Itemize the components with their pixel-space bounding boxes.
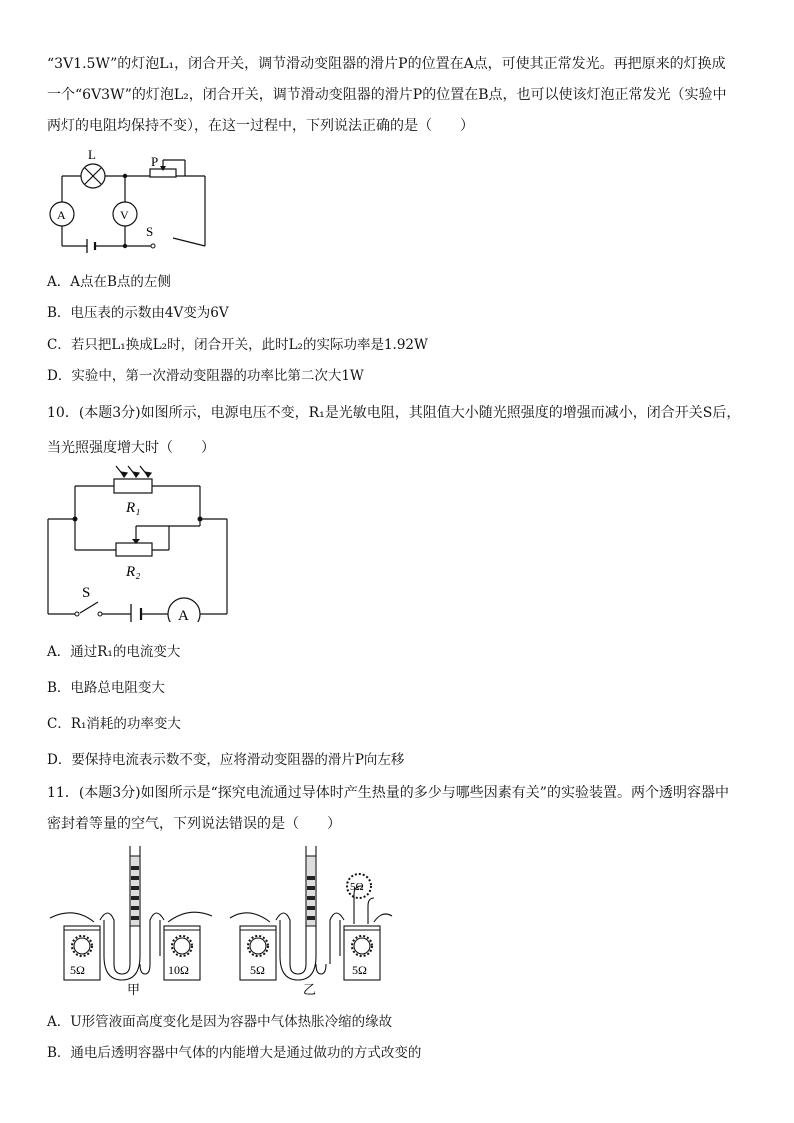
voltmeter-label: V <box>120 208 129 222</box>
yi-top-resistor-label: 5Ω <box>350 881 364 893</box>
jia-right-resistor-label: 10Ω <box>168 963 189 977</box>
q9-stem-line-2: 一个“6V3W”的灯泡L₂，闭合开关，调节滑动变阻器的滑片P的位置在B点，也可以使该灯泡正常发光（实验中 <box>47 87 727 103</box>
r2-label: R₂ <box>126 564 141 580</box>
q10-option-d: D．要保持电流表示数不变，应将滑动变阻器的滑片P向左移 <box>47 752 405 768</box>
r1-label: R₁ <box>126 500 141 516</box>
battery-symbol <box>131 604 141 622</box>
q9-stem-line-3: 两灯的电阻均保持不变），在这一过程中，下列说法正确的是（ ） <box>47 118 474 134</box>
q9-circuit-diagram <box>40 146 215 254</box>
photoresistor-symbol <box>114 479 152 493</box>
q10-stem-line-1: 10．(本题3分)如图所示，电源电压不变，R₁是光敏电阻，其阻值大小随光照强度的增强而减小，闭合开关S后， <box>47 405 741 421</box>
jia-left-resistor-label: 5Ω <box>70 963 85 977</box>
switch-label: S <box>146 224 154 239</box>
q9-option-a: A．A点在B点的左侧 <box>47 274 171 290</box>
q10-option-c: C．R₁消耗的功率变大 <box>47 716 181 732</box>
lamp-label: L <box>88 147 96 162</box>
rheostat-r2-symbol <box>116 543 152 556</box>
yi-caption: 乙 <box>303 983 317 998</box>
q11-option-a: A．U形管液面高度变化是因为容器中气体热胀冷缩的缘故 <box>47 1014 393 1030</box>
switch-label: S <box>82 585 91 601</box>
q11-apparatus-figure <box>44 846 396 998</box>
lamp-symbol <box>81 164 105 188</box>
q9-option-d: D．实验中，第一次滑动变阻器的功率比第二次大1W <box>47 368 364 384</box>
q11-stem-line-2: 密封着等量的空气，下列说法错误的是（ ） <box>47 816 341 832</box>
q10-option-a: A．通过R₁的电流变大 <box>47 644 181 660</box>
slider-label: P <box>151 154 159 169</box>
q11-option-b: B．通电后透明容器中气体的内能增大是通过做功的方式改变的 <box>47 1045 422 1061</box>
ammeter-label: A <box>178 608 189 622</box>
jia-caption: 甲 <box>127 983 141 998</box>
q9-stem-line-1: “3V1.5W”的灯泡L₁，闭合开关，调节滑动变阻器的滑片P的位置在A点，可使其正常发光。再把原来的灯换成 <box>47 56 726 72</box>
q11-stem-line-1: 11．(本题3分)如图所示是“探究电流通过导体时产生热量的多少与哪些因素有关”的实验装置。两个透明容器中 <box>47 785 729 801</box>
ammeter-label: A <box>57 208 66 222</box>
battery-symbol <box>87 239 95 253</box>
yi-left-resistor-label: 5Ω <box>250 963 265 977</box>
yi-right-resistor-label: 5Ω <box>352 963 367 977</box>
q10-option-b: B．电路总电阻变大 <box>47 680 165 696</box>
q10-circuit-diagram <box>44 464 234 622</box>
light-arrows <box>116 466 151 477</box>
q9-option-c: C．若只把L₁换成L₂时，闭合开关，此时L₂的实际功率是1.92W <box>47 337 428 353</box>
q9-option-b: B．电压表的示数由4V变为6V <box>47 305 229 321</box>
q10-stem-line-2: 当光照强度增大时（ ） <box>47 440 215 456</box>
